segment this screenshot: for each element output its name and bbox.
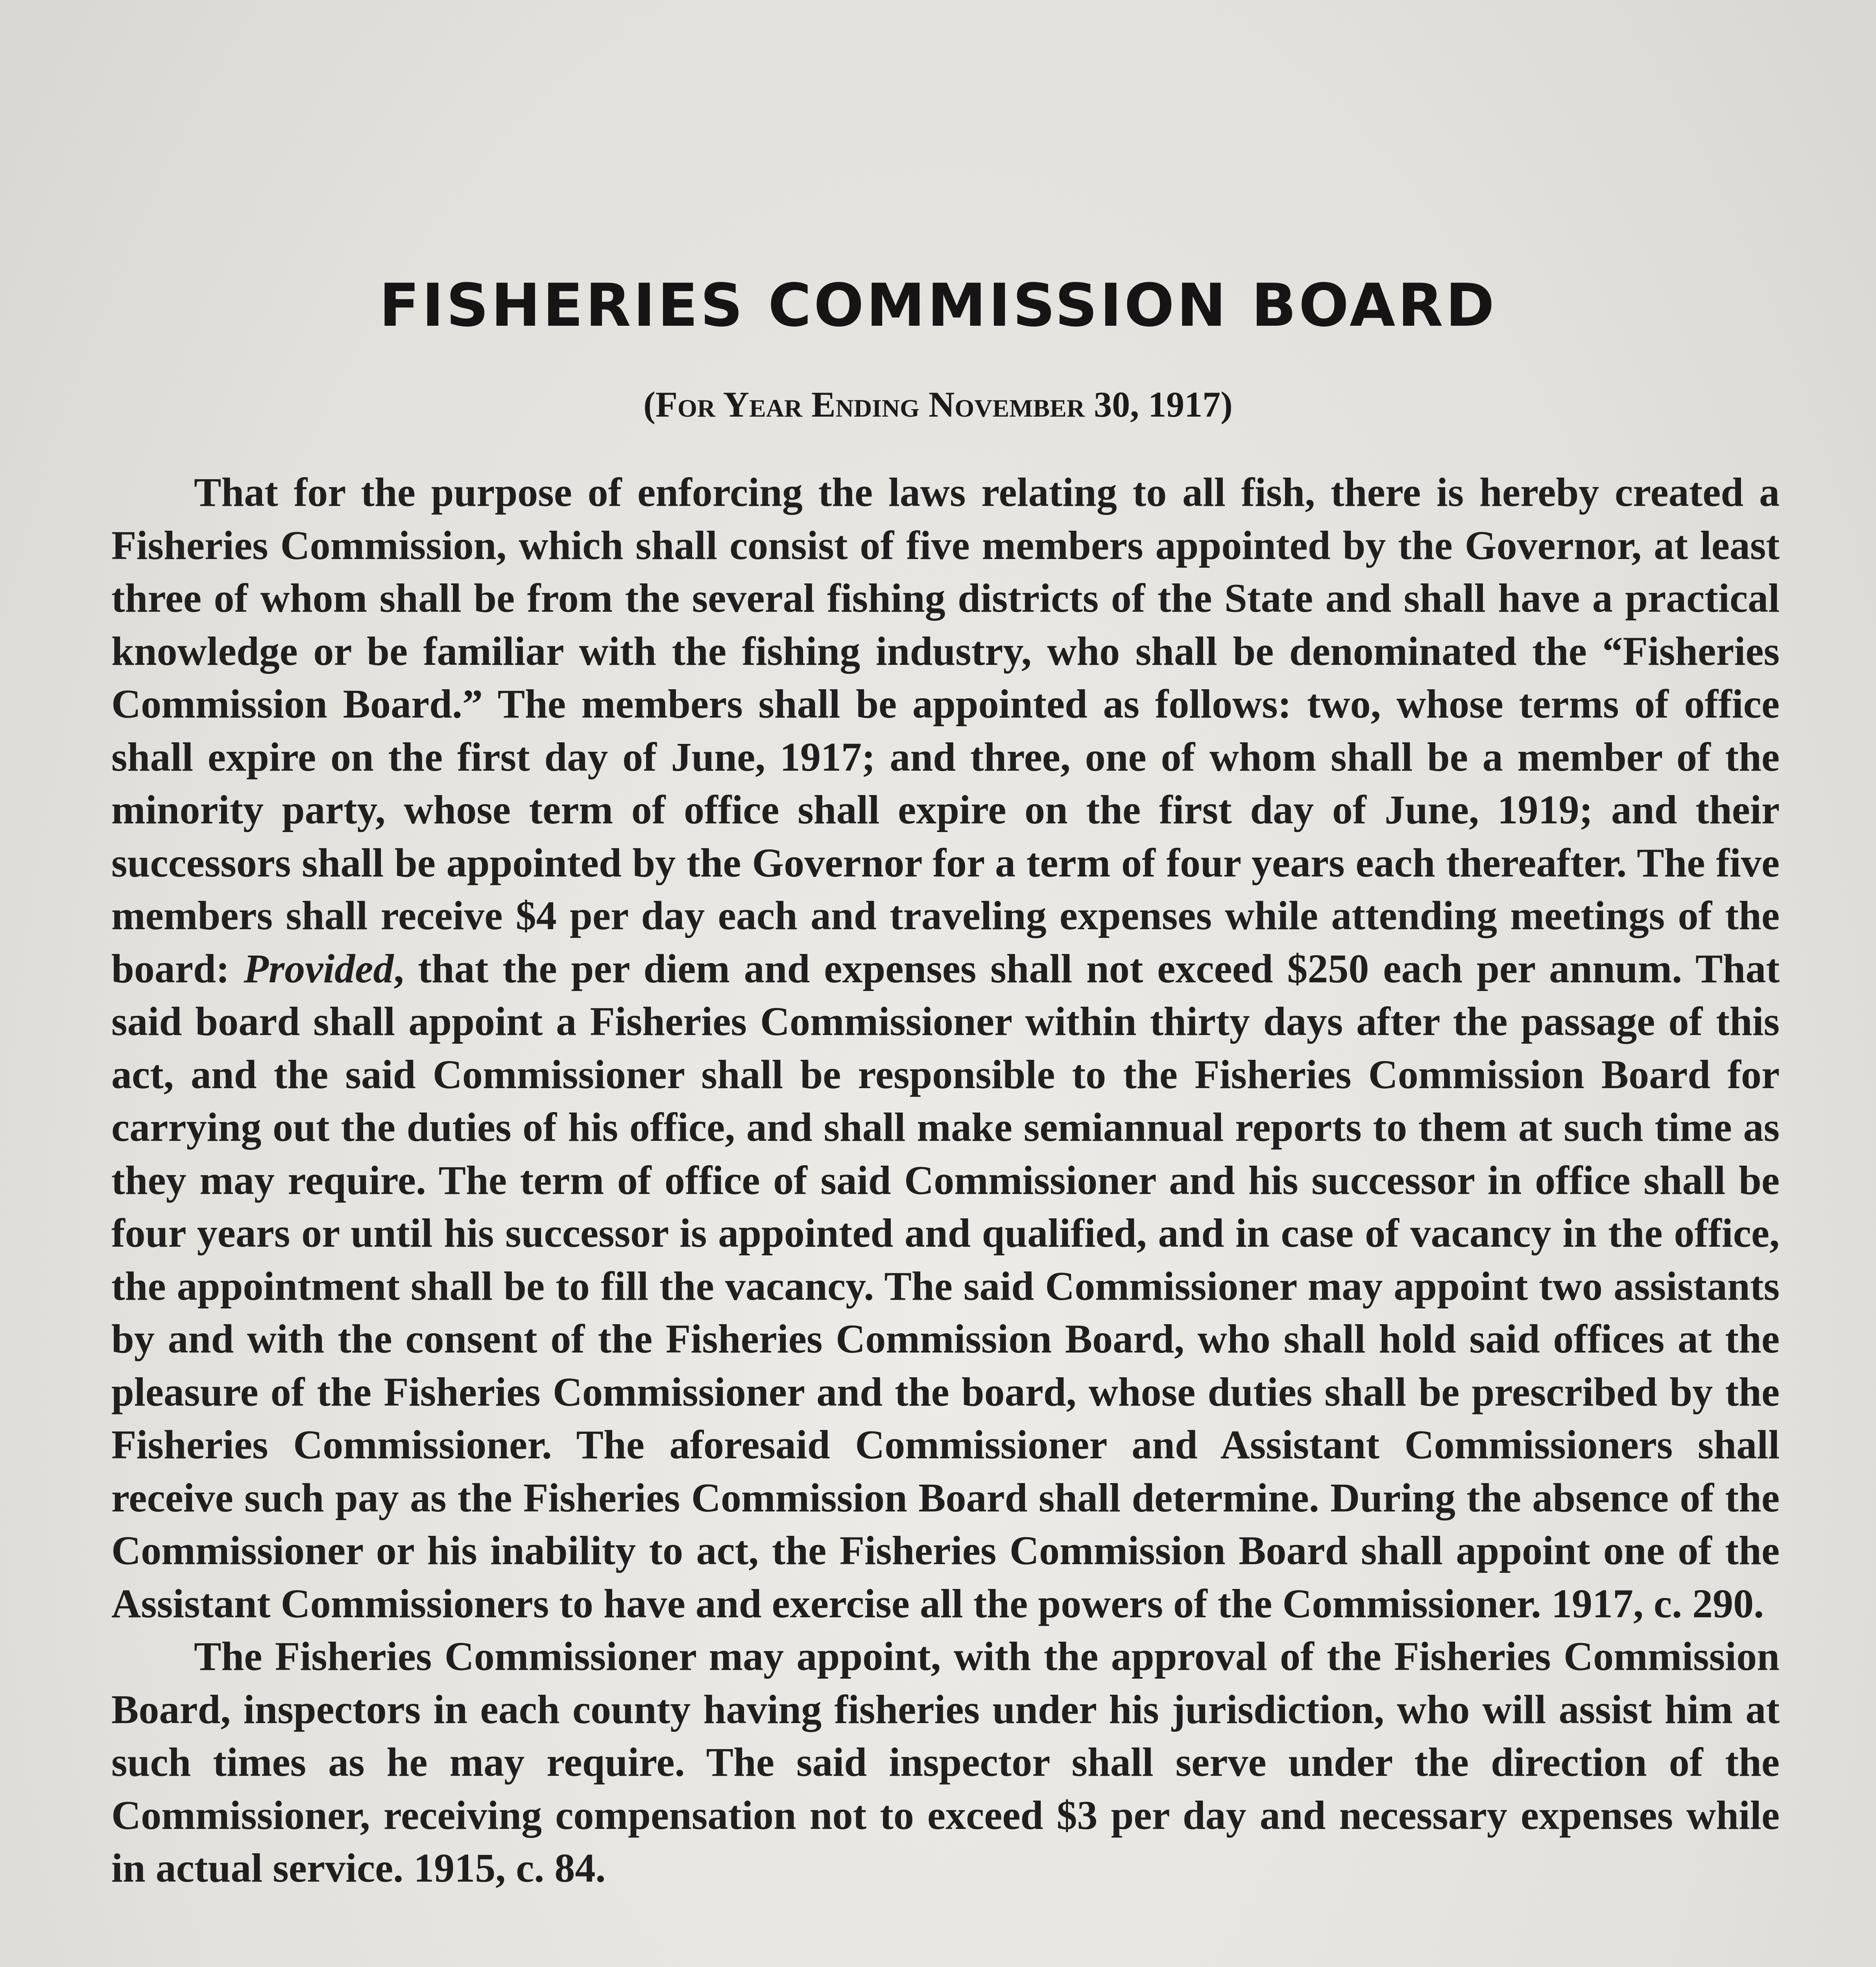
page-title: FISHERIES COMMISSION BOARD	[379, 271, 1497, 340]
body-text	[111, 466, 1780, 1895]
page-subtitle: (For Year Ending November 30, 1917)	[643, 384, 1233, 424]
paragraph-1: That for the purpose of enforcing the laws relating to all fish, there is hereby created a Fisheries Commission, which shall consist of five members appointed by the Governor, at least three of whom shall be from the several fishing districts of the State and shall have a practical knowledge or be familiar with the fishing industry, who shall be denominated the “Fisheries Commission Board.” The members shall be appointed as follows: two, whose terms of office shall expire on the first day of June, 1917; and three, one of whom shall be a member of the minority party, whose term of office shall expire on the first day of June, 1919; and their successors shall be appointed by the Governor for a term of four years each thereafter. The five members shall receive $4 per day each and traveling expenses while attending meetings of the board: Provided, that the per diem and expenses shall not exceed $250 each per annum. That said board shall appoint a Fisheries Commissioner within thirty days after the passage of this act, and the said Commissioner shall be responsible to the Fisheries Commission Board for carrying out the duties of his office, and shall make semiannual reports to them at such time as they may require. The term of office of said Commissioner and his successor in office shall be four years or until his successor is appointed and qualified, and in case of vacancy in the office, the appointment shall be to fill the vacancy. The said Commissioner may appoint two assistants by and with the consent of the Fisheries Commission Board, who shall hold said offices at the pleasure of the Fisheries Commissioner and the board, whose duties shall be prescribed by the Fisheries Commissioner. The aforesaid Commissioner and Assistant Commissioners shall receive such pay as the Fisheries Commission Board shall determine. During the absence of the Commissioner or his inability to act, the Fisheries Commission Board shall appoint one of the Assistant Commissioners to have and exercise all the powers of the Commissioner. 1917, c. 290.	[111, 470, 1780, 1626]
paragraph-2: The Fisheries Commissioner may appoint, with the approval of the Fisheries Commission Board, inspectors in each county having fisheries under his jurisdiction, who will assist him at such times as he may require. The said inspector shall serve under the direction of the Commissioner, receiving compensation not to exceed $3 per day and necessary expenses while in actual service. 1915, c. 84.	[111, 1634, 1780, 1891]
